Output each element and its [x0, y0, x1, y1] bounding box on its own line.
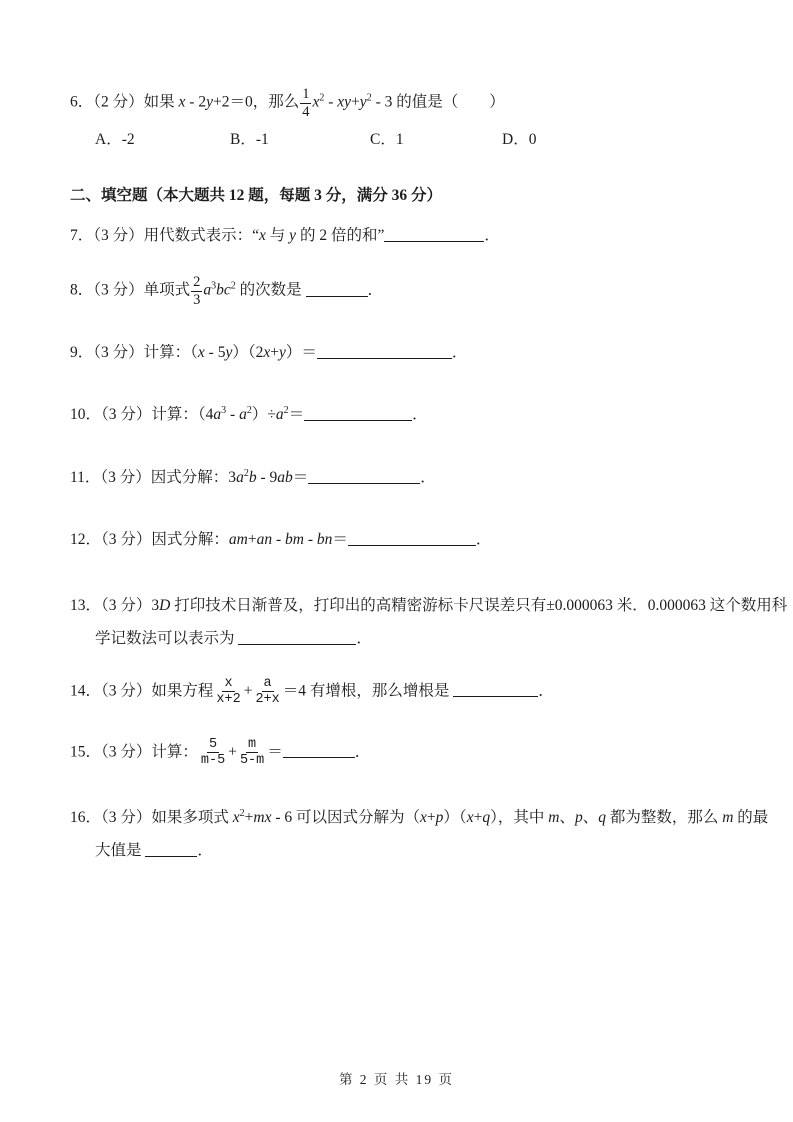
math-variable: a [213, 405, 222, 423]
option-c: C．1 [370, 131, 404, 149]
math-variable: y [289, 227, 297, 245]
fraction-denominator: x+2 [216, 692, 241, 708]
text-run: ． [475, 530, 492, 548]
text-run: 都为整数，那么 [605, 808, 723, 826]
answer-blank [384, 227, 484, 242]
math-variable: mx [253, 808, 272, 826]
math-variable: x [312, 93, 320, 111]
text-run: - 3 的值是（ ） [371, 93, 505, 111]
text-run: + [426, 808, 436, 826]
fraction-denominator: 3 [193, 292, 201, 309]
question-9-text [70, 343, 737, 363]
text-run: ＝ [292, 468, 309, 486]
text-run: ＝ [288, 405, 305, 423]
fraction-numerator: a [263, 675, 272, 691]
text-run: ． [197, 841, 213, 859]
math-variable: q [598, 808, 606, 826]
answer-blank [283, 743, 355, 758]
question-6 [70, 86, 737, 150]
fraction [191, 274, 202, 308]
superscript: 2 [239, 807, 245, 819]
text-run: 9．（3 分）计算：（ [70, 343, 198, 361]
fraction-denominator: m-5 [200, 753, 226, 769]
answer-blank [348, 531, 476, 546]
text-run: ． [367, 282, 384, 300]
answer-blank [453, 682, 538, 697]
text-run: ． [420, 468, 436, 486]
fraction-numerator: 1 [302, 86, 310, 102]
answer-blank [308, 469, 420, 484]
answer-blank [317, 344, 452, 359]
text-run: 的最 [733, 808, 769, 826]
text-run: ． [484, 227, 500, 245]
math-variable: x [197, 343, 205, 361]
math-variable: x [263, 343, 271, 361]
math-variable: y [225, 343, 233, 361]
math-variable: am [228, 530, 248, 548]
math-variable: bm [285, 530, 304, 548]
superscript: 2 [243, 467, 249, 479]
fraction-denominator: 5-m [239, 753, 265, 769]
question-7-text [70, 226, 737, 246]
question-13 [70, 596, 788, 649]
text-run: - [272, 530, 286, 548]
math-variable: m [548, 808, 560, 826]
question-6-text [70, 86, 737, 120]
text-run: ）（2 [232, 343, 264, 361]
math-variable: x [466, 808, 474, 826]
text-run: 8．（3 分）单项式 [70, 282, 191, 300]
math-variable: an [256, 530, 273, 548]
fraction [238, 737, 266, 769]
question-8-text [70, 274, 737, 308]
text-run: 的 2 倍的和” [296, 227, 385, 245]
text-run: + [473, 808, 483, 826]
math-variable: D [159, 596, 171, 614]
math-variable: p [574, 808, 583, 826]
text-run: ）÷ [251, 405, 276, 423]
text-run: ），其中 [490, 808, 549, 826]
text-run: ． [356, 629, 372, 647]
text-run: ）（ [443, 808, 467, 826]
fraction [199, 737, 227, 769]
page-footer: 第 2 页 共 19 页 [338, 1072, 455, 1087]
answer-blank [238, 630, 356, 645]
text-run: ． [354, 743, 371, 761]
fraction-denominator: 4 [302, 103, 310, 120]
text-run: 12．（3 分）因式分解： [70, 530, 229, 548]
question-12-text [70, 530, 737, 550]
math-variable: ab [277, 468, 293, 486]
question-6-options [70, 130, 737, 150]
answer-blank [145, 842, 197, 857]
option-a: A．-2 [95, 131, 135, 149]
math-variable: x [232, 808, 240, 826]
math-variable: bc [216, 282, 231, 300]
text-run: + [243, 682, 253, 700]
math-variable: y [206, 93, 213, 111]
text-run: +2＝0，那么 [212, 93, 300, 111]
text-run: 大值是 [95, 841, 146, 859]
text-run: + [244, 808, 254, 826]
text-run: + [270, 343, 279, 361]
text-run: 与 [265, 227, 290, 245]
text-run: 打印技术日渐普及，打印出的高精密游标卡尺误差只有±0.000063 米．0.000063 这个数用科 [170, 596, 788, 614]
text-run: 16．（3 分）如果多项式 [70, 808, 233, 826]
math-variable: a [275, 405, 284, 423]
fraction [214, 676, 242, 708]
option-d: D．0 [502, 131, 537, 149]
text-run: + [247, 530, 257, 548]
superscript: 3 [211, 280, 217, 292]
math-variable: y [279, 343, 286, 361]
superscript: 2 [366, 92, 372, 104]
math-variable: a [236, 468, 244, 486]
answer-blank [304, 406, 412, 421]
fraction [300, 86, 311, 120]
question-13-text-line2 [70, 629, 737, 649]
math-variable: b [248, 468, 257, 486]
text-run: 15．（3 分）计算： [70, 743, 198, 761]
question-11-text [70, 468, 737, 488]
superscript: 2 [283, 404, 289, 416]
superscript: 2 [246, 404, 252, 416]
text-run: ＝ [267, 743, 283, 761]
text-run: 7．（3 分）用代数式表示：“ [70, 227, 260, 245]
question-10-text [70, 405, 737, 425]
question-13-text-line1 [70, 596, 788, 616]
text-run: - 5 [204, 343, 226, 361]
text-run: 、 [582, 808, 599, 826]
superscript: 2 [319, 92, 325, 104]
fraction-numerator: m [248, 736, 257, 752]
text-run: 6．（2 分）如果 [70, 93, 179, 111]
math-variable: bn [316, 530, 333, 548]
text-run: + [351, 93, 360, 111]
text-run: - 9 [256, 468, 278, 486]
text-run: ＝4 有增根，那么增根是 [282, 682, 454, 700]
question-16-text-line2 [70, 841, 737, 861]
text-run: ． [538, 682, 554, 700]
fraction-denominator: 2+x [255, 692, 280, 708]
fraction-numerator: x [224, 675, 233, 691]
text-run: - 2 [185, 93, 207, 111]
text-run: - [324, 93, 338, 111]
math-variable: y [359, 93, 367, 111]
fraction [253, 676, 281, 708]
text-run: 10．（3 分）计算：（4 [70, 405, 214, 423]
option-b: B．-1 [230, 131, 269, 149]
text-run: - [303, 530, 317, 548]
text-run: 11．（3 分）因式分解：3 [70, 468, 237, 486]
text-run: + [228, 743, 237, 761]
text-run: ）＝ [285, 343, 317, 361]
text-run: ． [451, 343, 468, 361]
math-variable: q [482, 808, 491, 826]
text-run: 14．（3 分）如果方程 [70, 682, 214, 700]
math-variable: a [203, 282, 212, 300]
math-variable: x [178, 93, 186, 111]
text-run: 、 [559, 808, 575, 826]
math-variable: p [435, 808, 444, 826]
text-run: 13．（3 分）3 [70, 596, 160, 614]
question-16-text-line1 [70, 807, 769, 828]
answer-blank [306, 282, 368, 297]
math-variable: m [722, 808, 734, 826]
text-run: ． [412, 405, 428, 423]
math-variable: xy [337, 93, 352, 111]
text-run: 的次数是 [235, 282, 306, 300]
section-2-header: 二、填空题（本大题共 12 题，每题 3 分，满分 36 分） [70, 187, 443, 205]
question-16 [70, 807, 769, 861]
fraction-numerator: 2 [193, 274, 201, 291]
superscript: 3 [221, 404, 227, 416]
text-run: - 6 可以因式分解为（ [271, 808, 421, 826]
text-run: ＝ [332, 530, 348, 548]
math-variable: x [259, 227, 266, 245]
fraction-numerator: 5 [208, 736, 218, 752]
math-variable: a [239, 405, 247, 423]
superscript: 2 [230, 280, 236, 292]
text-run: - [226, 405, 240, 423]
question-15-text [70, 737, 737, 769]
question-14-text [70, 676, 737, 708]
math-variable: x [420, 808, 427, 826]
text-run: 学记数法可以表示为 [95, 629, 239, 647]
